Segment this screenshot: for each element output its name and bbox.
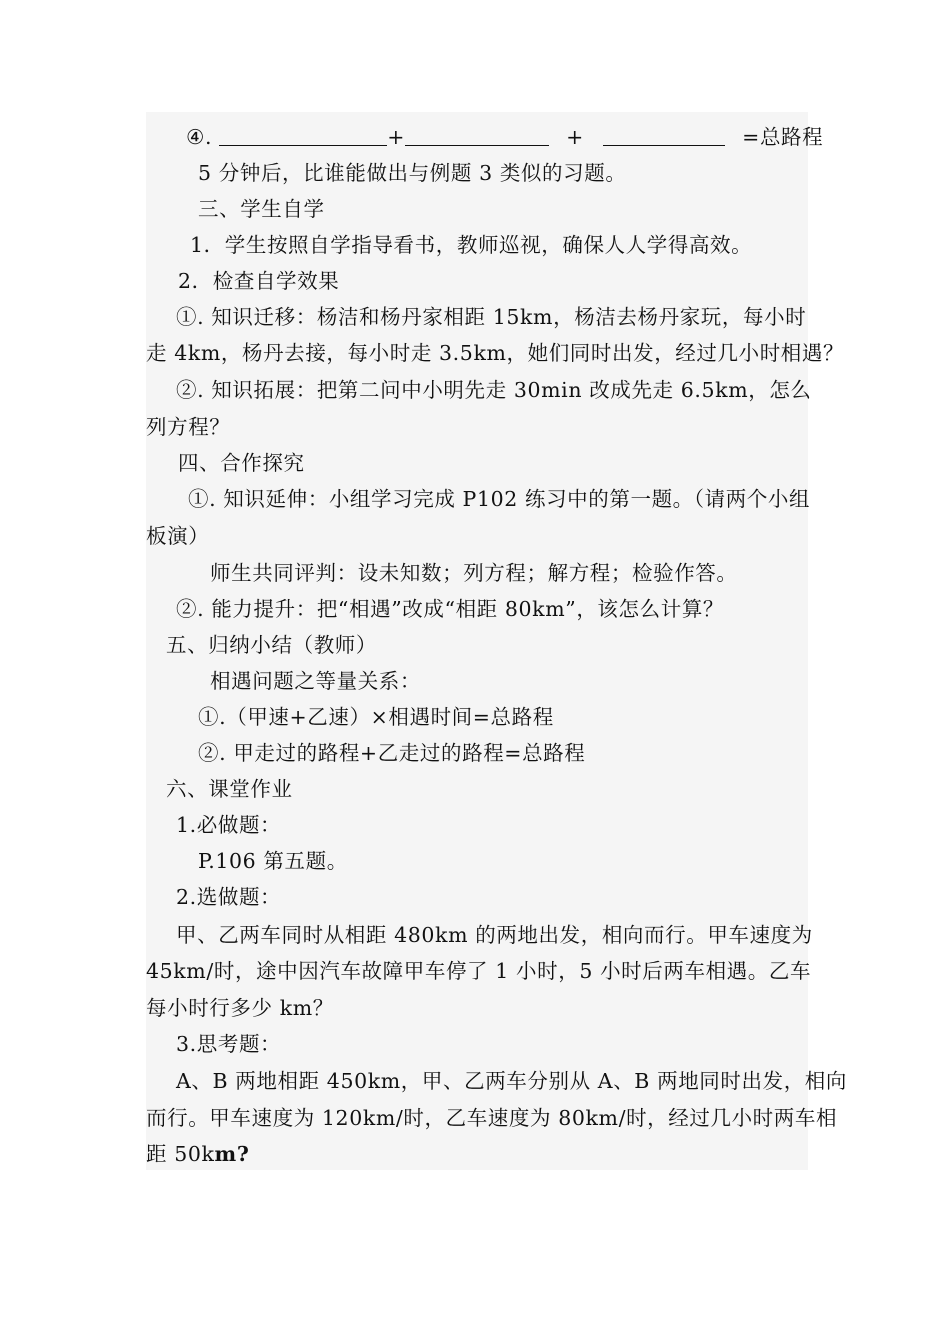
paragraph-line: A、B 两地相距 450km，甲、乙两车分别从 A、B 两地同时出发，相向 [176,1069,847,1093]
paragraph-line: 而行。甲车速度为 120km/时，乙车速度为 80km/时，经过几小时两车相 [146,1106,838,1130]
equation-result: =总路程 [742,125,824,149]
paragraph-line: ①. 知识迁移：杨洁和杨丹家相距 15km，杨洁去杨丹家玩，每小时 [176,305,807,329]
paragraph-line: 板演） [146,524,210,548]
equation-blank-line [186,119,823,155]
paragraph-line: ①. 知识延伸：小组学习完成 P102 练习中的第一题。（请两个小组 [188,487,811,511]
paragraph-line [146,1136,249,1172]
fill-blank-1 [219,123,387,146]
subheading: 2．检查自学效果 [178,269,340,293]
paragraph-line: 甲、乙两车同时从相距 480km 的两地出发，相向而行。甲车速度为 [176,923,813,947]
paragraph-line: ②. 能力提升：把“相遇”改成“相距 80km”，该怎么计算？ [176,597,725,621]
paragraph-line: 列方程？ [146,415,231,439]
subheading: 3.思考题： [176,1032,282,1056]
paragraph-line: 每小时行多少 km？ [146,996,334,1020]
paragraph-line: 1．学生按照自学指导看书，教师巡视，确保人人学得高效。 [190,233,753,257]
fill-blank-3 [603,123,725,146]
paragraph-line: 走 4km，杨丹去接，每小时走 3.5km，她们同时出发，经过几小时相遇？ [146,341,845,365]
item-number: ④. [186,125,213,149]
plus-sign: + [387,125,406,149]
bold-text-span: m? [214,1142,250,1166]
subheading: 1.必做题： [176,813,282,837]
instruction-line: 5 分钟后，比谁能做出与例题 3 类似的习题。 [198,161,627,185]
section-heading: 四、合作探究 [178,451,305,475]
formula-line: ①.（甲速+乙速）×相遇时间=总路程 [198,705,554,729]
paragraph-line: ②. 知识拓展：把第二问中小明先走 30min 改成先走 6.5km，怎么 [176,378,812,402]
plus-sign: + [566,125,584,149]
section-heading: 六、课堂作业 [166,777,293,801]
section-heading: 三、学生自学 [198,197,325,221]
text-span: 距 50k [146,1142,215,1166]
paragraph-line: P.106 第五题。 [198,849,348,873]
formula-line: ②. 甲走过的路程+乙走过的路程=总路程 [198,741,586,765]
paragraph-line: 师生共同评判：设未知数；列方程；解方程；检验作答。 [210,561,738,585]
section-heading: 五、归纳小结（教师） [166,633,377,657]
paragraph-line: 45km/时，途中因汽车故障甲车停了 1 小时，5 小时后两车相遇。乙车 [146,959,812,983]
paragraph-line: 相遇问题之等量关系： [210,669,421,693]
subheading: 2.选做题： [176,885,282,909]
fill-blank-2 [405,123,549,146]
